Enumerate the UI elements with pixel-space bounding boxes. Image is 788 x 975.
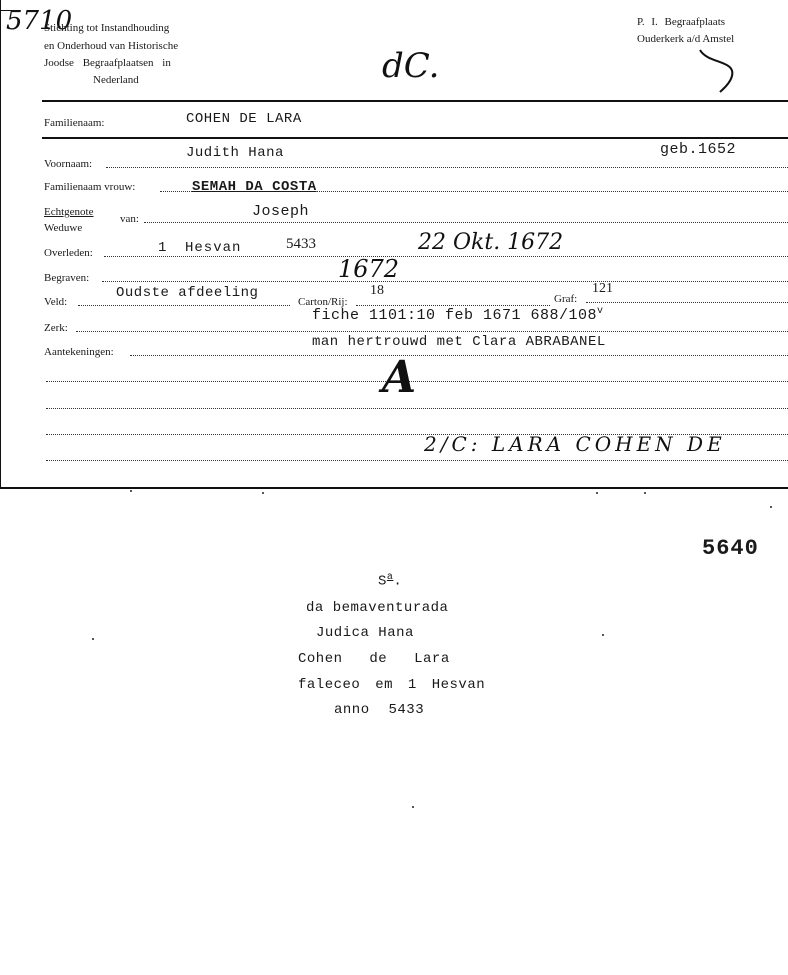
familienaam-value: COHEN DE LARA — [186, 111, 302, 127]
scan-speck — [130, 490, 132, 492]
begraven-dotted-line — [102, 281, 788, 282]
veld-label: Veld: — [44, 296, 68, 308]
begraven-handwritten: 1672 — [338, 255, 400, 283]
org-line-4: Nederland — [93, 74, 139, 86]
graf-dotted-line — [586, 302, 788, 303]
inscription-sup: a — [386, 572, 394, 583]
veld-value: Oudste afdeeling — [116, 285, 259, 301]
voornaam-label: Voornaam: — [44, 158, 93, 170]
veld-dotted-line — [78, 305, 290, 306]
inscription-line-5: faleceo em 1 Hesvan — [298, 677, 486, 693]
inscription-line-2: da bemaventurada — [306, 600, 449, 616]
fiche-value — [312, 306, 604, 324]
cemetery-line-1: P. I. Begraafplaats — [637, 16, 726, 28]
notes-line-1 — [46, 381, 788, 382]
scan-speck — [262, 492, 264, 494]
handwritten-initials: dC. — [382, 46, 440, 86]
familienaam-vrouw-value: SEMAH DA COSTA — [192, 179, 317, 195]
inscription-line-3: Judica Hana — [316, 625, 414, 641]
scan-speck — [596, 492, 598, 494]
zerk-label: Zerk: — [44, 322, 68, 334]
org-line-1: Stichting tot Instandhouding — [44, 22, 170, 34]
scan-speck — [92, 638, 94, 640]
carton-label: Carton/Rij: — [298, 296, 348, 308]
document-number: 5640 — [702, 536, 759, 561]
handwritten-note: 2/C: LARA COHEN DE — [424, 432, 726, 456]
inscription-s: S — [378, 573, 387, 590]
inscription-line-6: anno 5433 — [334, 702, 425, 718]
graf-value: 121 — [592, 281, 613, 296]
stamp-number: 5710 — [6, 6, 73, 36]
cemetery-line-2: Ouderkerk a/d Amstel — [637, 33, 735, 45]
weduwe-label: Weduwe — [44, 222, 83, 234]
van-dotted-line — [144, 222, 788, 223]
familienaam-label: Familienaam: — [44, 117, 105, 129]
aantekeningen-value: man hertrouwd met Clara ABRABANEL — [312, 334, 606, 350]
handwritten-letter: A — [382, 352, 417, 403]
left-margin-line — [0, 0, 1, 488]
scan-speck — [602, 634, 604, 636]
overleden-handwritten: 22 Okt. 1672 — [418, 230, 564, 255]
fiche-sup: v — [597, 306, 604, 317]
voornaam-dotted-line — [106, 167, 788, 168]
inscription-line-4: Cohen de Lara — [298, 651, 450, 667]
van-label: van: — [120, 213, 139, 225]
aantekeningen-dotted-line — [130, 355, 788, 356]
scan-speck — [412, 806, 414, 808]
scan-speck — [770, 506, 772, 508]
inscription-period: . — [393, 573, 403, 590]
familienaam-divider — [42, 137, 788, 139]
header-divider — [42, 100, 788, 102]
handwritten-hook — [696, 46, 742, 94]
inscription-line-1 — [378, 572, 402, 590]
familienaam-vrouw-label: Familienaam vrouw: — [44, 181, 136, 193]
fiche-text: fiche 1101:10 feb 1671 688/108 — [312, 307, 598, 324]
echtgenote-label: Echtgenote — [44, 206, 94, 218]
zerk-dotted-line — [76, 331, 788, 332]
overleden-dotted-line — [104, 256, 788, 257]
carton-value: 18 — [370, 283, 384, 298]
aantekeningen-label: Aantekeningen: — [44, 346, 114, 358]
overleden-year: 5433 — [286, 236, 316, 252]
birth-year: geb.1652 — [660, 141, 737, 158]
overleden-label: Overleden: — [44, 247, 93, 259]
scan-speck — [644, 492, 646, 494]
notes-line-2 — [46, 408, 788, 409]
org-line-3: Joodse Begraafplaatsen in — [44, 57, 171, 69]
notes-line-4 — [46, 460, 788, 461]
card-bottom-rule — [0, 487, 788, 489]
van-value: Joseph — [252, 203, 310, 220]
org-line-2: en Onderhoud van Historische — [44, 40, 179, 52]
overleden-month: Hesvan — [185, 240, 242, 256]
graf-label: Graf: — [554, 293, 578, 305]
begraven-label: Begraven: — [44, 272, 90, 284]
voornaam-value: Judith Hana — [186, 145, 284, 161]
overleden-day: 1 — [158, 240, 167, 256]
